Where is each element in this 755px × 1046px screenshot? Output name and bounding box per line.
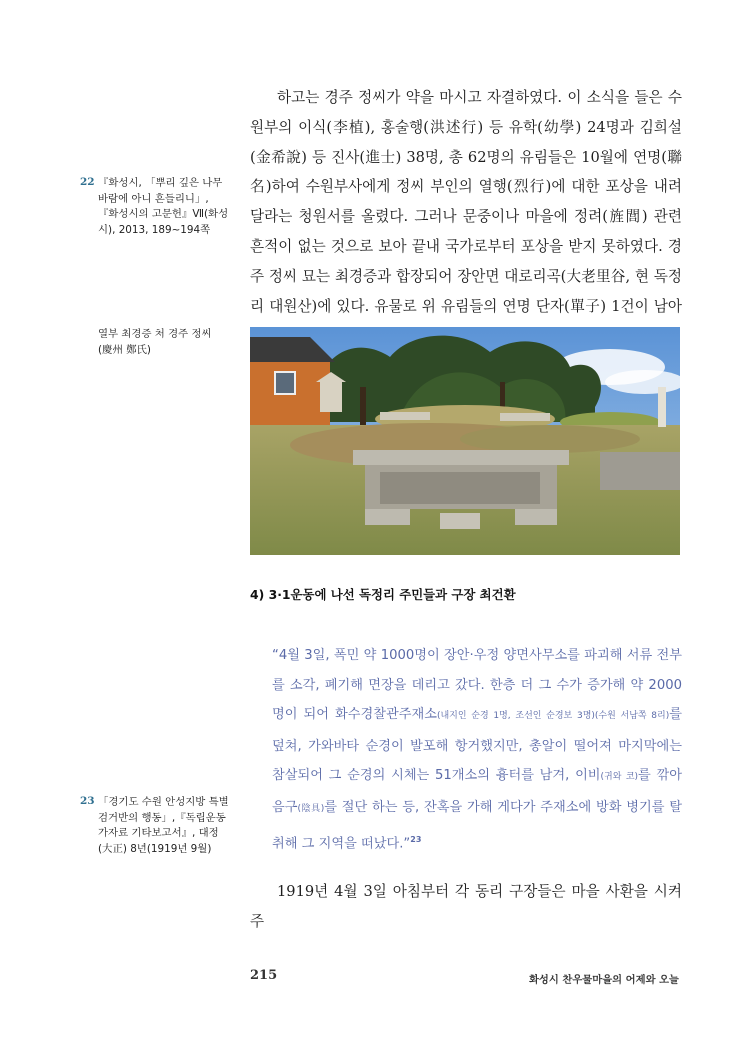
quote-small-3: (陰具) <box>297 803 325 814</box>
body-paragraph-2-text: 1919년 4월 3일 아침부터 각 동리 구장들은 마을 사환을 시켜 주 <box>250 883 682 930</box>
quote-small-2: (귀와 코) <box>600 772 639 783</box>
tomb-photo-image <box>250 327 680 555</box>
page-number: 215 <box>250 968 278 983</box>
quote-part-1: “4월 3일, 폭민 약 1000명이 장안·우정 양면사무소를 파괴해 서류 전부를 소각, 폐기해 면장을 데리고 갔다. 한층 더 그 수가 증가해 약 2000명이 되어 화수경찰관주재소 <box>272 648 682 723</box>
running-title: 화성시 찬우물마을의 어제와 오늘 <box>528 974 679 986</box>
quote-block <box>272 641 682 859</box>
photo-caption <box>98 327 238 358</box>
body-paragraph-1 <box>250 83 682 355</box>
quote-small-1: (내지인 순경 1명, 조선인 순경보 3명)(수원 서남쪽 8리) <box>436 711 670 722</box>
photo-caption-line2: (慶州 鄭氏) <box>98 343 151 356</box>
quote-part-4: 를 절단 하는 등, 잔혹을 가해 게다가 주재소에 방화 병기를 탈취해 그 지역을 떠났다.” <box>272 799 682 851</box>
section-heading: 4) 3·1운동에 나선 독정리 주민들과 구장 최건환 <box>250 587 516 602</box>
footnote-23-text: 「경기도 수원 안성지방 특별검거반의 행동」,『독립운동가자료 기타보고서』, 대정(大正) 8년(1919년 9월) <box>98 796 229 855</box>
footnote-23-number: 23 <box>80 795 95 807</box>
body-paragraph-2 <box>250 877 682 937</box>
footnote-22-number: 22 <box>80 176 95 188</box>
tomb-photo <box>250 327 680 555</box>
quote-part-2: 를 덮쳐, 가와바타 순경이 발포해 항거했지만, 총알이 떨어져 마지막에는 참살되어 그 순경의 시체는 51개소의 흉터를 남겨, 이비 <box>272 707 682 784</box>
footnote-22-text: 『화성시, 「뿌리 깊은 나무 바람에 아니 흔들리니」, 『화성시의 고문헌』Ⅶ(화성시), 2013, 189~194쪽 <box>98 177 229 236</box>
photo-caption-line1: 열부 최경증 처 경주 정씨 <box>98 328 212 340</box>
footnote-ref-23[interactable]: 23 <box>410 834 422 844</box>
quote-part-3: 를 깎아 음구 <box>272 768 682 815</box>
body-paragraph-1-text: 하고는 경주 정씨가 약을 마시고 자결하였다. 이 소식을 들은 수원부의 이식(李植), 홍술행(洪述行) 등 유학(幼學) 24명과 김희설(金希說) 등 진사(進士) 38명, 총 62명의 유림들은 10월에 연명(聯名)하여 수원부사에게 정씨 부인의 열행(烈行)에 대한 포상을 내려 달라는 청원서를 올렸다. 그러나 문중이나 마을에 정려(旌閭) 관련 흔적이 없는 것으로 보아 끝내 국가로부터 포상을 받지 못하였다. 경주 정씨 묘는 최경증과 합장되어 장안면 대로리곡(大老里谷, 현 독정리 대원산)에 있다. 유물로 위 유림들의 연명 단자(單子) 1건이 남아 <box>250 89 682 315</box>
